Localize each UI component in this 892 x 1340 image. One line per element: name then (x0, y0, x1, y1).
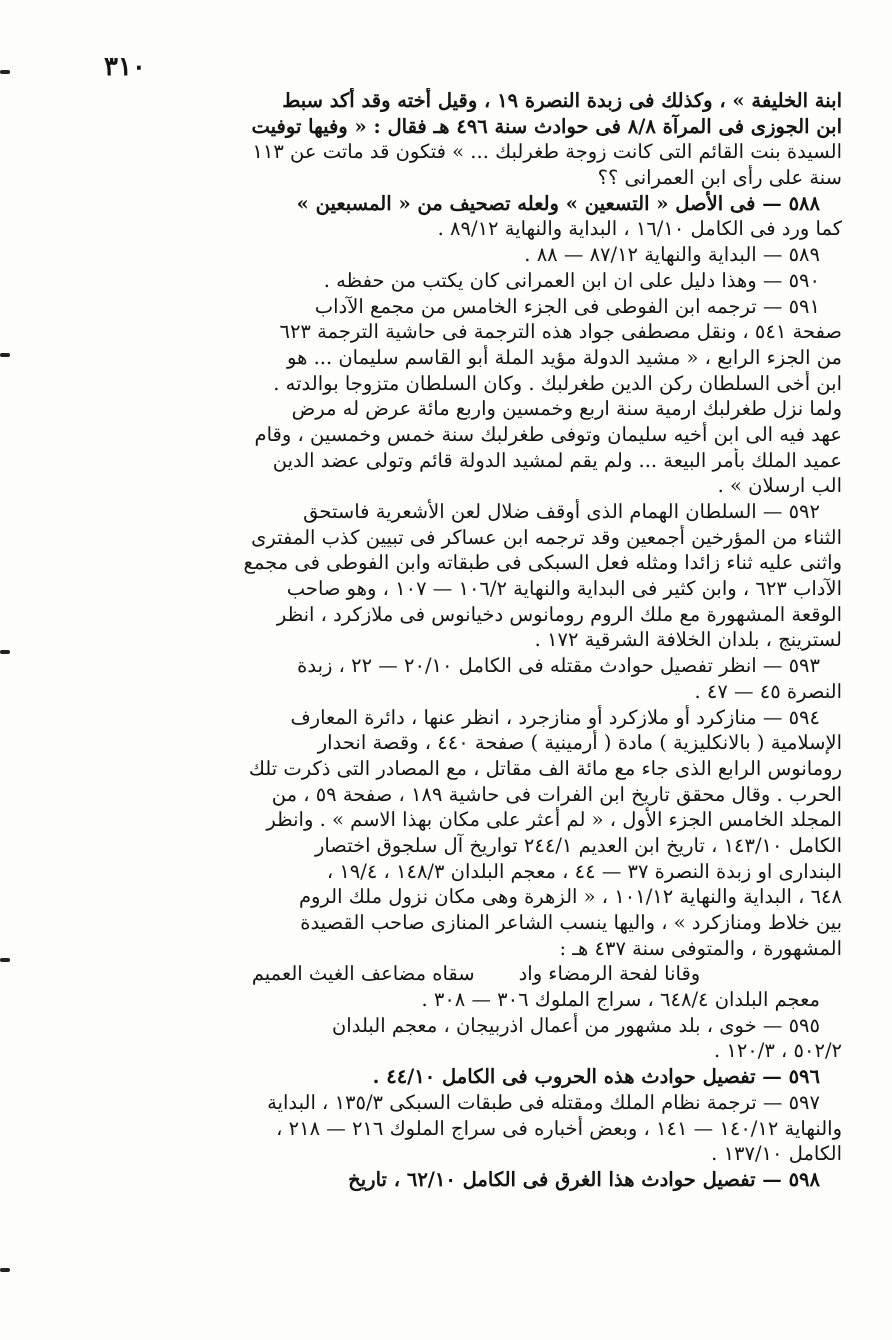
text-line: الحرب . وقال محقق تاريخ ابن الفرات فى حاشية ١٨٩ ، صفحة ٥٩ ، من (271, 782, 842, 806)
text-line: ابن الجوزى فى المرآة ٨/٨ فى حوادث سنة ٤٩٦ هـ فقال : « وفيها توفيت (251, 114, 842, 138)
text-line: الثناء من المؤرخين أجمعين وقد ترجمه ابن عساكر فى تبيين كذب المفترى (251, 525, 842, 549)
footnotes-text-block (110, 88, 842, 1193)
text-line: الكامل ١٣٧/١٠ . (711, 1142, 842, 1166)
text-line: ٥٩٢ — السلطان الهمام الذى أوقف ضلال لعن الأشعرية فاستحق (303, 500, 820, 523)
verse-hemistich: وقانا لفحة الرمضاء واد (518, 962, 701, 986)
text-line: معجم البلدان ٦٤٨/٤ ، سراج الملوك ٣٠٦ — ٣٠٨ . (421, 988, 820, 1012)
text-line: ٥٠٢/٢ ، ١٢٠/٣ . (713, 1039, 842, 1063)
text-line: ٥٩٤ — منازكرد أو ملازكرد أو منازجرد ، انظر عنها ، دائرة المعارف (290, 705, 820, 729)
text-line: ٥٩٣ — انظر تفصيل حوادث مقتله فى الكامل ٢٠/١٠ — ٢٢ ، زبدة (297, 654, 820, 678)
text-line: الإسلامية ( بالانكليزية ) مادة ( أرمينية ) صفحة ٤٤٠ ، وقصة انحدار (317, 731, 842, 755)
text-line: النصرة ٤٥ — ٤٧ . (694, 679, 842, 703)
text-line: السيدة بنت القائم التى كانت زوجة طغرلبك ... » فتكون قد ماتت عن ١١٣ (252, 140, 842, 164)
text-line: والنهاية ١٤٠/١٢ — ١٤١ ، وبعض أخباره فى سراج الملوك ٢١٦ — ٢١٨ ، (276, 1116, 842, 1140)
text-line: ٥٩٦ — تفصيل حوادث هذه الحروب فى الكامل ٤٤/١٠ . (372, 1065, 820, 1089)
text-line: ٦٤٨ ، البداية والنهاية ١٠١/١٢ ، « الزهرة وهى مكان نزول ملك الروم (298, 885, 842, 909)
text-line: ابن أخى السلطان ركن الدين طغرلبك . وكان السلطان متزوجا بوالدته . (273, 371, 842, 395)
text-line: ٥٩٧ — ترجمة نظام الملك ومقتله فى طبقات السبكى ١٣٥/٣ ، البداية (267, 1090, 820, 1114)
text-line: ٥٨٨ — فى الأصل « التسعين » ولعله تصحيف من « المسبعين » (296, 191, 820, 215)
text-line: صفحة ٥٤١ ، ونقل مصطفى جواد هذه الترجمة فى حاشية الترجمة ٦٢٣ (279, 320, 842, 344)
text-line: كما ورد فى الكامل ١٦/١٠ ، البداية والنهاية ٨٩/١٢ . (437, 217, 842, 241)
text-line: الآداب ٦٢٣ ، وابن كثير فى البداية والنهاية ١٠٦/٢ — ١٠٧ ، وهو صاحب (286, 577, 842, 601)
text-line: واثنى عليه ثناء زائدا ومثله فعل السبكى فى طبقاته وابن الفوطى فى مجمع (243, 551, 842, 575)
text-line: المجلد الخامس الجزء الأول ، « لم أعثر على مكان بهذا الاسم » . وانظر (266, 808, 842, 832)
text-line: عميد الملك بأمر البيعة ... ولم يقم لمشيد الدولة قائم وتولى عضد الدين (272, 448, 842, 472)
scan-margin-mark (0, 353, 10, 357)
text-line: ٥٩٠ — وهذا دليل على ان ابن العمرانى كان يكتب من حفظه . (323, 268, 820, 292)
text-line: ٥٩٨ — تفصيل حوادث هذا الغرق فى الكامل ٦٢/١٠ ، تاريخ (348, 1167, 820, 1191)
text-line: سنة على رأى ابن العمرانى ؟؟ (597, 166, 842, 190)
scan-margin-mark (0, 70, 10, 74)
page-number: ٣١٠ (104, 52, 146, 82)
scan-margin-mark (0, 650, 10, 654)
verse-hemistich: سقاه مضاعف الغيث العميم (251, 962, 475, 986)
text-line: ولما نزل طغرلبك ارمية سنة اربع وخمسين واربع مائة عرض له مرض (291, 397, 842, 421)
text-line: عهد فيه الى ابن أخيه سليمان وتوفى طغرلبك سنة خمس وخمسين ، وقام (254, 422, 842, 446)
text-line: لسترينج ، بلدان الخلافة الشرقية ١٧٢ . (534, 628, 842, 652)
text-line: الكامل ١٤٣/١٠ ، تاريخ ابن العديم ٢٤٤/١ تواريخ آل سلجوق اختصار (314, 833, 842, 857)
text-line: الوقعة المشهورة مع ملك الروم رومانوس دخيانوس فى ملازكرد ، انظر (276, 602, 842, 626)
text-line: المشهورة ، والمتوفى سنة ٤٣٧ هـ : (559, 936, 842, 960)
text-line: ابنة الخليفة » ، وكذلك فى زبدة النصرة ١٩ ، وقيل أخته وقد أكد سبط (282, 89, 842, 112)
scan-margin-mark (0, 1268, 10, 1272)
text-line: رومانوس الرابع الذى جاء مع مائة الف مقاتل ، مع المصادر التى ذكرت تلك (248, 756, 842, 780)
text-line: ٥٩١ — ترجمه ابن الفوطى فى الجزء الخامس من مجمع الآداب (314, 294, 820, 318)
text-line: بين خلاط ومنازكرد » ، واليها ينسب الشاعر المنازى صاحب القصيدة (300, 911, 842, 934)
text-line: من الجزء الرابع ، « مشيد الدولة مؤيد الملة أبو القاسم سليمان ... هو (287, 345, 842, 369)
text-line: البندارى او زبدة النصرة ٣٧ — ٤٤ ، معجم البلدان ١٤٨/٣ ، ١٩/٤ ، (326, 859, 842, 883)
text-line: ٥٨٩ — البداية والنهاية ٨٧/١٢ — ٨٨ . (524, 243, 820, 267)
text-line: ٥٩٥ — خوى ، بلد مشهور من أعمال اذربيجان ، معجم البلدان (331, 1013, 820, 1037)
scan-margin-mark (0, 958, 10, 962)
text-line: الب ارسلان » . (717, 474, 842, 498)
verse-line (110, 961, 842, 987)
